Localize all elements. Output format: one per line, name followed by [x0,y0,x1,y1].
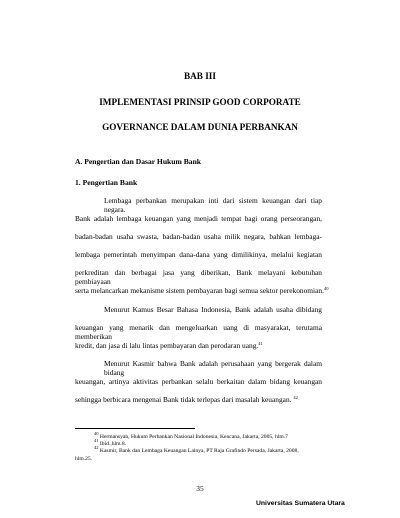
paragraph-line: lembaga pemerintah menyimpan dana-dana yang dimilikinya, melalui kegiatan [75,250,322,259]
footnote-ref-42[interactable]: 42 [293,395,298,400]
paragraph-line: perkreditan dan berbagai jasa yang diberikan, Bank melayani kebutuhan pembiayaan [75,268,322,286]
footnote-42: $^{42}$ Kasmir, Bank dan Lembaga Keuangan Lainya, PT Raja Grafindo Persada, Jakarta, 2008, [94,445,299,454]
chapter-title-line-2: GOVERNANCE DALAM DUNIA PERBANKAN [102,122,298,132]
footnote-ref-41[interactable]: 41 [258,341,263,346]
chapter-heading: BAB III [184,71,216,81]
paragraph-line: Lembaga perbankan merupakan inti dari sistem keuangan dari tiap negara. [104,196,322,214]
page-number: 35 [196,484,204,493]
subsection-heading-1: 1. Pengertian Bank [75,178,138,187]
university-footer: Universitas Sumatera Utara [256,500,345,507]
paragraph-line: Bank adalah lembaga keuangan yang menjadi tempat bagi orang perseorangan, [75,214,322,223]
footnote-42-continuation: hlm.25. [75,456,93,462]
paragraph-line: badan-badan usaha swasta, badan-badan usaha milik negara, bahkan lembaga- [75,232,322,241]
paragraph-line: sehingga berbicara mengenai Bank tidak terlepas dari masalah keuangan. $^{42}$ [75,395,298,404]
chapter-title-line-1: IMPLEMENTASI PRINSIP GOOD CORPORATE [99,97,301,107]
paragraph-line: serta melancarkan mekanisme sistem pembayaran bagi semua sektor perekonomian.$^{40}$ [75,286,329,295]
paragraph-line: keuangan, artinya aktivitas perbankan selalu berkaitan dalam bidang keuangan [75,377,322,386]
footnote-41: $^{41}$ Ibid.,hlm.8. [94,438,127,447]
paragraph-line: Menurut Kasmir bahwa Bank adalah perusahaan yang bergerak dalam bidang [104,359,322,377]
paragraph-line: Menurut Kamus Besar Bahasa Indonesia, Bank adalah usaha dibidang [104,305,322,314]
footnote-40: $^{40}$ Hermansyah, Hukum Perbankan Nasional Indonesia, Kencana, Jakarta, 2005, hlm.7 [94,431,288,440]
section-heading-a: A. Pengertian dan Dasar Hukum Bank [75,157,202,166]
paragraph-line: keuangan yang menarik dan mengeluarkan uang di masyarakat, terutama memberikan [75,323,322,341]
footnote-ref-40[interactable]: 40 [323,286,329,291]
footnote-separator [75,428,195,429]
paragraph-line: kredit, dan jasa di lalu lintas pembayaran dan perodaran uang.$^{41}$ [75,341,263,350]
